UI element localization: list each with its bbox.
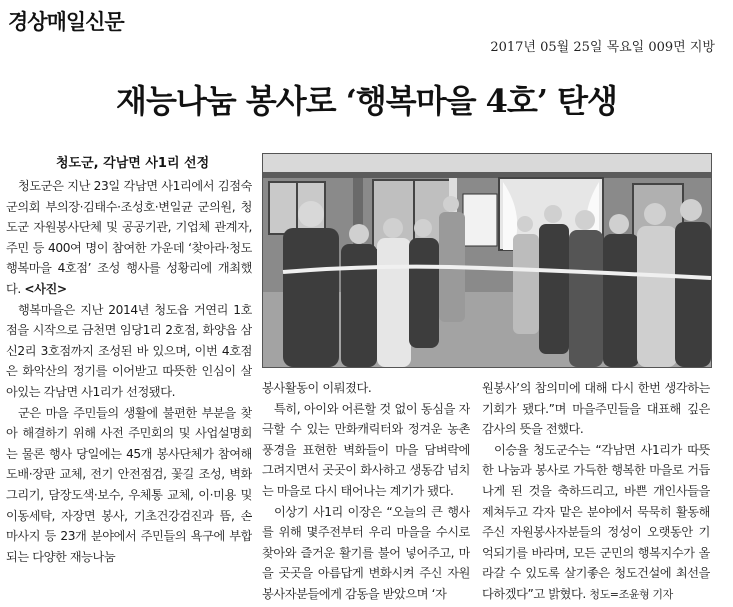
paragraph-governor: 이승율 청도군수는 “각남면 사1리가 따뜻한 나눔과 봉사로 가득한 행복한 마을로 거듭나게 된 것을 축하드리고, 바쁜 개인사들을 제쳐두고 각자 맡은 분야에서 묵묵히 활동해주신 자원봉사자분들의 정성이 오랫동안 기억되기를 바라며, 모든 군민의 행복지수가 올라갈 수 있도록 살기좋은 청도건설에 최선을 다하겠다”고 밝혔다. 청도=조윤형 기자 [482,442,710,601]
photo-caption: <사진> [24,281,67,296]
byline: 청도=조윤형 기자 [589,587,673,601]
photo-illustration [263,154,711,367]
paragraph-activities-cont: 봉사활동이 이뤄졌다. [262,381,372,395]
paragraph-murals: 특히, 아이와 어른할 것 없이 동심을 자극할 수 있는 만화캐릭터와 정겨운 농촌풍경을 표현한 벽화들이 마을 담벼락에 그려지면서 곳곳이 화사하고 생동감 넘치는 마을로 다시 태어나는 계기가 됐다. [262,401,470,498]
dateline: 2017년 05월 25일 목요일 009면 지방 [490,40,715,55]
paragraph-activities: 군은 마을 주민들의 생활에 불편한 부분을 찾아 해결하기 위해 사전 주민회의 및 사업설명회는 물론 행사 당일에는 45개 봉사단체가 참여해 도배·장판 교체, 전기 안전점검, 꽃길 조성, 벽화그리기, 담장도색·보수, 우체통 교체, 이·미용 및 이동세탁, 자장면 봉사, 기초건강검진과 뜸, 손 마사지 등 23개 분야에서 주민들의 욕구에 부합되는 다양한 재능나눔 [6,405,252,564]
paragraph-intro: 청도군은 지난 23일 각남면 사1리에서 김점숙 군의회 부의장·김태수·조성호·변일균 군의원, 청도군 자원봉사단체 및 공공기관, 기업체 관계자, 주민 등 400여 명이 참여한 가운데 ‘찾아라·청도행복마을 4호점’ 조성 행사를 성황리에 개최했다. <사진> [6,179,252,296]
article-subheadline: 청도군, 각남면 사1리 선정 [56,156,210,171]
paragraph-village-chief-cont: 원봉사’의 참의미에 대해 다시 한번 생각하는 기회가 됐다.”며 마을주민들을 대표해 깊은 감사의 뜻을 전했다. [482,381,710,437]
article-headline: 재능나눔 봉사로 ‘행복마을 4호’ 탄생 [116,82,617,120]
article-column-1 [6,176,252,607]
paragraph-history: 행복마을은 지난 2014년 청도읍 거연리 1호점을 시작으로 금천면 임당1리 2호점, 화양읍 삼신2리 3호점까지 조성된 바 있으며, 이번 4호점은 화악산의 정기를 이어받고 따뜻한 인심이 살아있는 각남면 사1리가 선정됐다. [6,302,252,399]
article-column-3 [482,378,710,607]
newspaper-masthead: 경상매일신문 [8,10,124,34]
article-photo [262,153,712,368]
article-column-2 [262,378,470,607]
paragraph-village-chief: 이상기 사1리 이장은 “오늘의 큰 행사를 위해 몇주전부터 우리 마을을 수시로 찾아와 즐거운 활기를 불어 넣어주고, 마을 곳곳을 아름답게 변화시켜 주신 자원봉사자분들에게 감동을 받았으며 ‘자 [262,504,470,601]
